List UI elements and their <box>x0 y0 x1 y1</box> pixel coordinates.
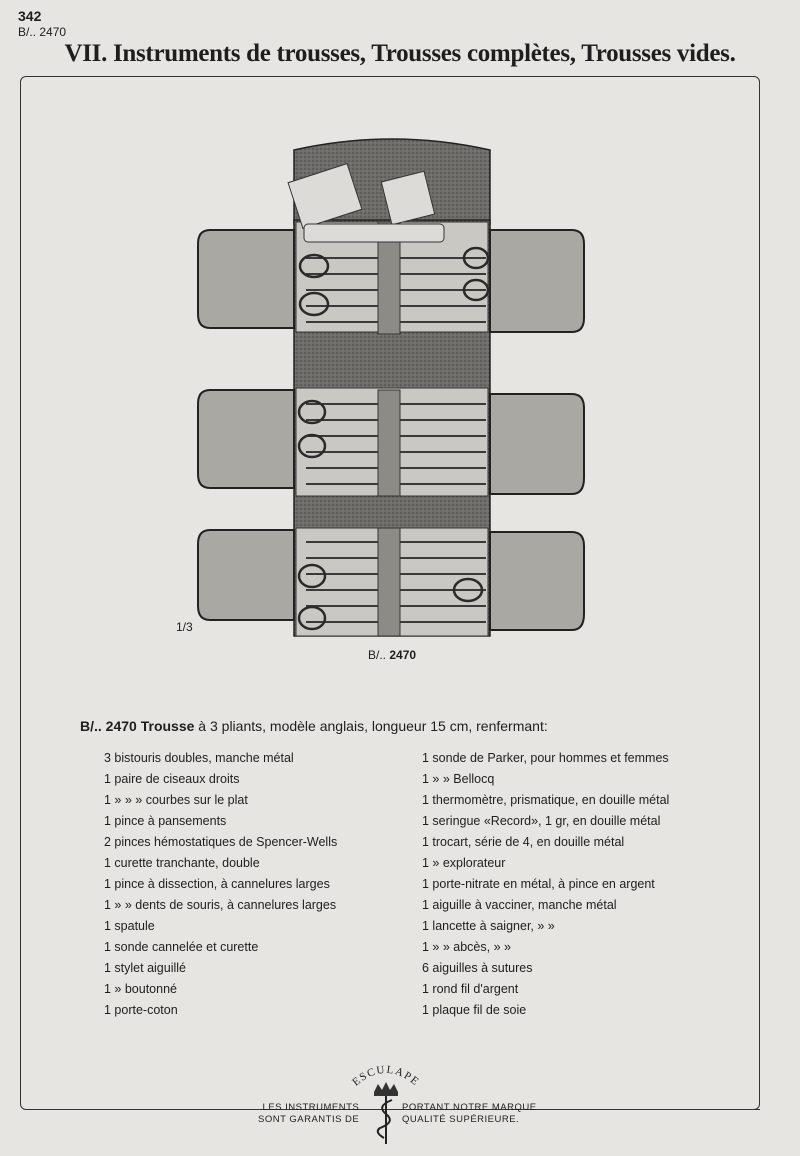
list-item: 1 trocart, série de 4, en douille métal <box>422 835 625 849</box>
guarantee-right-line-2: QUALITÉ SUPÉRIEURE. <box>402 1114 520 1125</box>
list-item: 1 stylet aiguillé <box>104 961 186 975</box>
page-title: VII. Instruments de trousses, Trousses complètes, Trousses vides. <box>64 40 736 67</box>
list-item: 3 bistouris doubles, manche métal <box>104 751 294 765</box>
list-item: 1 lancette à saigner, » » <box>422 919 555 933</box>
list-item: 1 » boutonné <box>104 982 177 996</box>
guarantee-right-line-1: PORTANT NOTRE MARQUE <box>402 1102 537 1113</box>
guarantee-line-right <box>534 1109 760 1110</box>
list-item: 1 pince à pansements <box>104 814 227 828</box>
instrument-case-illustration <box>196 128 588 640</box>
crown-icon <box>374 1082 398 1096</box>
list-item: 1 » » Bellocq <box>422 772 495 786</box>
guarantee-left-line-1: LES INSTRUMENTS <box>262 1102 360 1113</box>
list-item: 1 pince à dissection, à cannelures larges <box>104 877 330 891</box>
reference-top: B/.. 2470 <box>18 25 67 39</box>
contents-list-left <box>104 748 337 1021</box>
caption-prefix: B/.. <box>368 648 387 662</box>
list-item: 1 paire de ciseaux droits <box>104 772 240 786</box>
product-noun: Trousse <box>140 718 195 734</box>
figure-caption <box>368 648 416 662</box>
list-item: 1 curette tranchante, double <box>104 856 260 870</box>
scale-label: 1/3 <box>176 620 193 634</box>
list-item: 1 » » » courbes sur le plat <box>104 793 248 807</box>
list-item: 1 rond fil d'argent <box>422 982 519 996</box>
brand-name: ESCULAPE <box>350 1063 422 1089</box>
guarantee-left-line-2: SONT GARANTIS DE <box>258 1114 360 1125</box>
staff-serpent-icon <box>378 1096 392 1144</box>
list-item: 2 pinces hémostatiques de Spencer-Wells <box>104 835 338 849</box>
list-item: 1 spatule <box>104 919 155 933</box>
guarantee-line-left <box>160 1109 254 1110</box>
guarantee-text-left <box>258 1102 359 1126</box>
page-number: 342 <box>18 8 42 24</box>
list-item: 6 aiguilles à sutures <box>422 961 533 975</box>
list-item: 1 » explorateur <box>422 856 506 870</box>
list-item: 1 porte-coton <box>104 1003 178 1017</box>
product-code: B/.. 2470 <box>80 718 137 734</box>
list-item: 1 » » abcès, » » <box>422 940 511 954</box>
caption-number: 2470 <box>389 648 417 662</box>
list-item: 1 thermomètre, prismatique, en douille métal <box>422 793 670 807</box>
list-item: 1 » » dents de souris, à cannelures larges <box>104 898 337 912</box>
list-item: 1 sonde cannelée et curette <box>104 940 259 954</box>
straps <box>378 222 400 636</box>
product-description <box>80 718 548 734</box>
list-item: 1 plaque fil de soie <box>422 1003 527 1017</box>
list-item: 1 sonde de Parker, pour hommes et femmes <box>422 751 669 765</box>
guarantee-text-right <box>402 1102 537 1126</box>
product-text: à 3 pliants, modèle anglais, longueur 15 cm, renfermant: <box>194 718 548 734</box>
contents-list-right <box>422 748 669 1021</box>
list-item: 1 porte-nitrate en métal, à pince en argent <box>422 877 655 891</box>
list-item: 1 seringue «Record», 1 gr, en douille métal <box>422 814 661 828</box>
list-item: 1 aiguille à vacciner, manche métal <box>422 898 617 912</box>
